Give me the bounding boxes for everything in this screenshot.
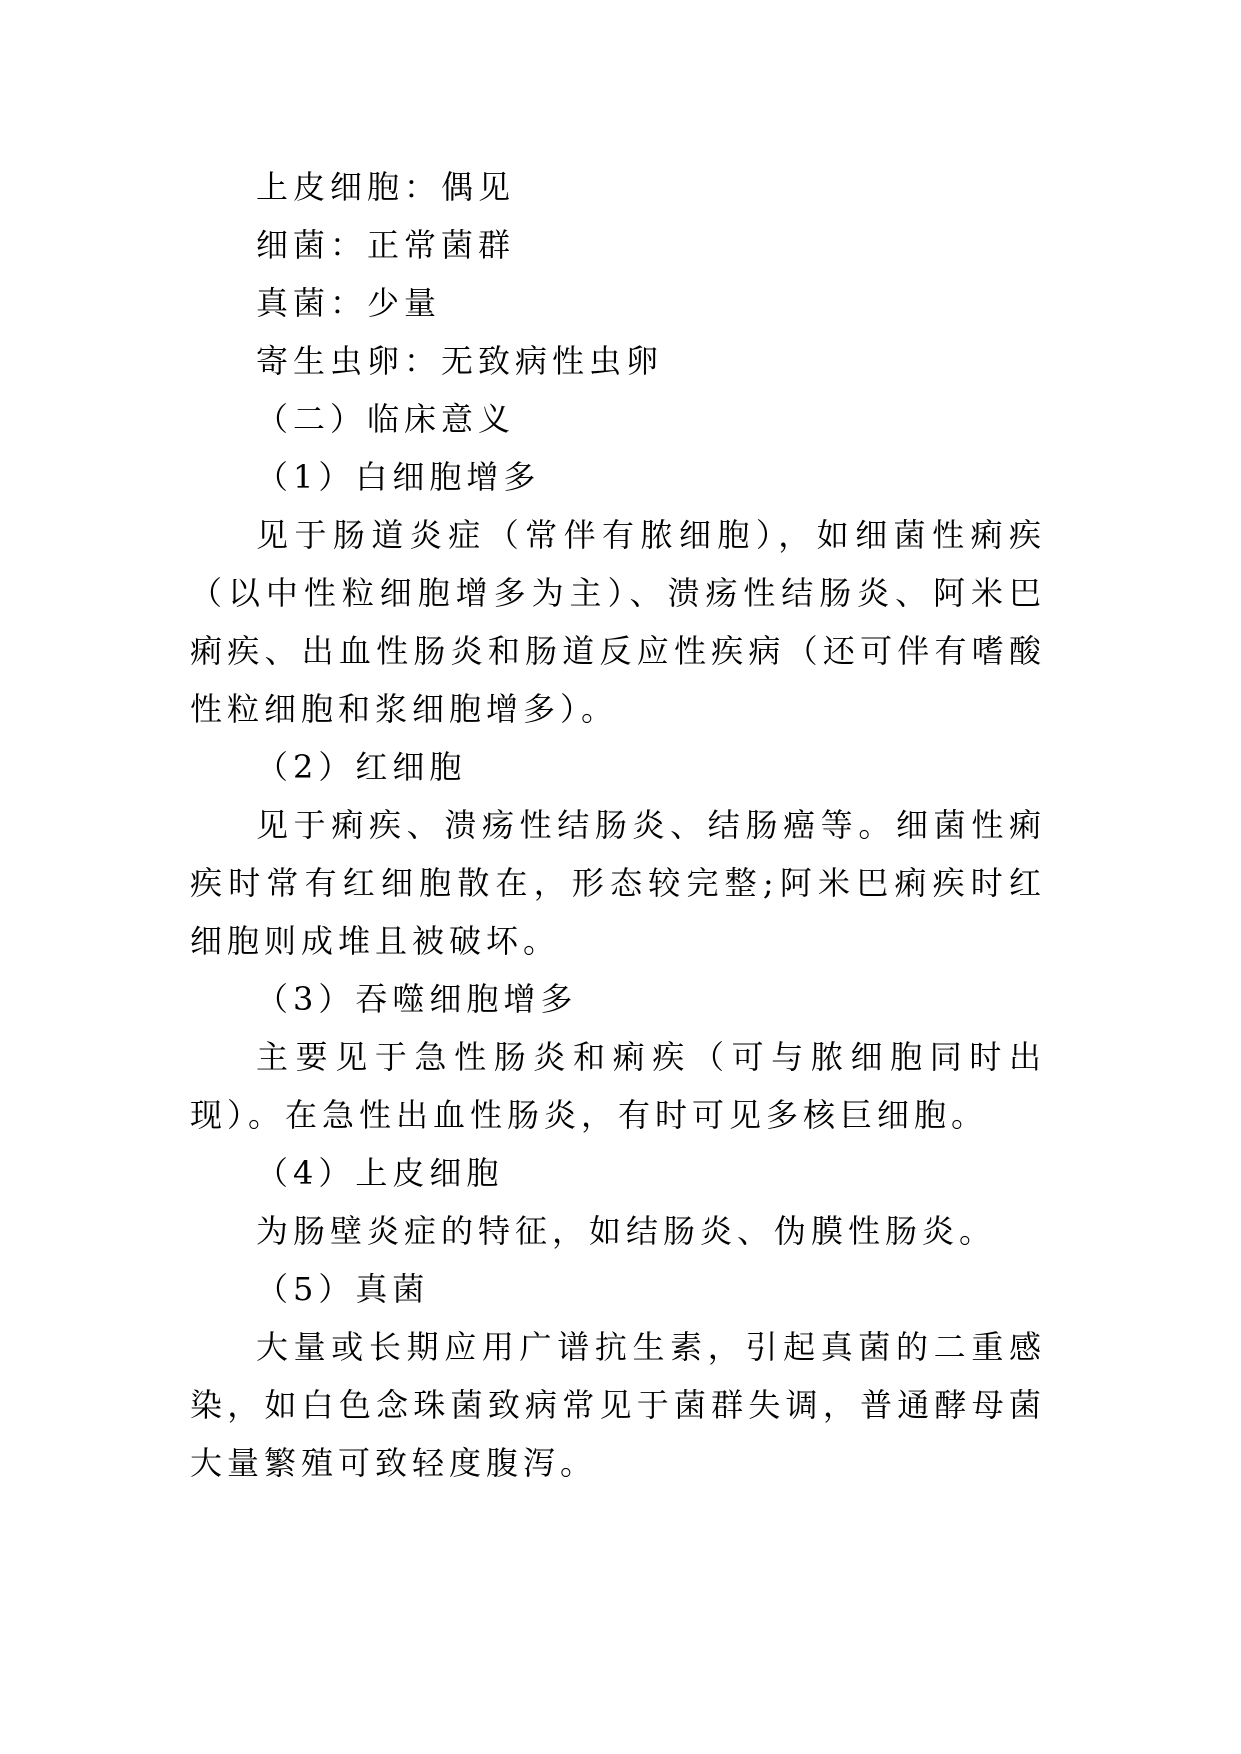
paragraph-white-cells: 见于肠道炎症（常伴有脓细胞），如细菌性痢疾（以中性粒细胞增多为主）、溃疡性结肠炎、阿米巴痢疾、出血性肠炎和肠道反应性疾病（还可伴有嗜酸性粒细胞和浆细胞增多）。: [190, 516, 1046, 728]
document-body: [190, 158, 1046, 1492]
paragraph-epithelial-cells: 为肠壁炎症的特征，如结肠炎、伪膜性肠炎。: [256, 1212, 997, 1250]
result-fungi: 真菌：少量: [256, 284, 442, 322]
paragraph-fungi: 大量或长期应用广谱抗生素，引起真菌的二重感染，如白色念珠菌致病常见于菌群失调，普通酵母菌大量繁殖可致轻度腹泻。: [190, 1328, 1046, 1482]
result-bacteria: 细菌：正常菌群: [256, 226, 516, 264]
subheading-red-cells: （2）红细胞: [256, 748, 467, 786]
result-epithelial-cells: 上皮细胞：偶见: [256, 168, 516, 206]
paragraph-phagocytes: 主要见于急性肠炎和痢疾（可与脓细胞同时出现）。在急性出血性肠炎，有时可见多核巨细胞。: [190, 1038, 1046, 1134]
subheading-white-cells: （1）白细胞增多: [256, 458, 541, 496]
subheading-epithelial-cells: （4）上皮细胞: [256, 1154, 504, 1192]
paragraph-red-cells: 见于痢疾、溃疡性结肠炎、结肠癌等。细菌性痢疾时常有红细胞散在，形态较完整;阿米巴痢疾时红细胞则成堆且被破坏。: [190, 806, 1046, 960]
subheading-fungi: （5）真菌: [256, 1270, 430, 1308]
subheading-phagocytes: （3）吞噬细胞增多: [256, 980, 578, 1018]
section-heading-clinical-significance: （二）临床意义: [256, 400, 516, 438]
result-parasite-eggs: 寄生虫卵：无致病性虫卵: [256, 342, 664, 380]
